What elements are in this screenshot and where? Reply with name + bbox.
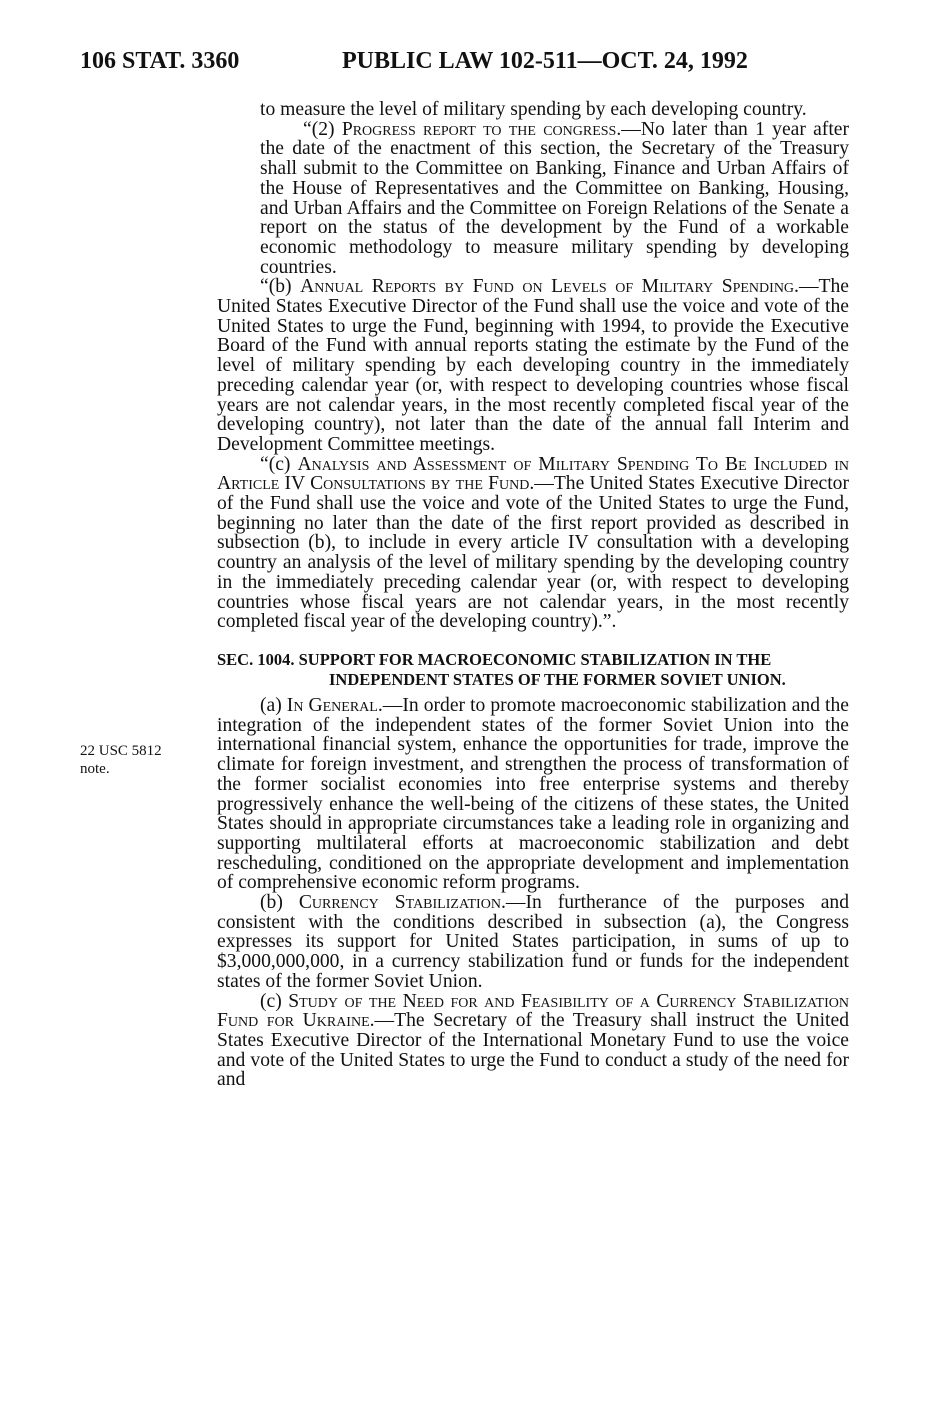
paragraph-analysis-assessment (217, 455, 849, 632)
margin-citation-note (80, 742, 162, 778)
body-text (217, 100, 849, 1090)
paragraph-open: “(2) (303, 118, 342, 140)
section-heading-line2: INDEPENDENT STATES OF THE FORMER SOVIET UNION. (329, 669, 786, 689)
paragraph-open: “(b) (260, 276, 301, 298)
subsection-in-general (217, 696, 849, 893)
subsection-open: (a) (260, 694, 287, 716)
subsection-study-ukraine (217, 992, 849, 1091)
paragraph-heading: Annual Reports by Fund on Levels of Military Spending. (300, 276, 799, 298)
paragraph-continuation: to measure the level of military spending by each developing country. (260, 99, 807, 120)
section-heading-line1: SEC. 1004. SUPPORT FOR MACROECONOMIC STABILIZATION IN THE (217, 649, 772, 669)
paragraph-heading: Progress report to the congress. (341, 118, 622, 140)
subsection-open: (c) (260, 990, 289, 1012)
paragraph-heading: Analysis and Assessment of Military Spending To Be Included in Article IV Consultations by the Fund. (217, 453, 849, 495)
subsection-text: —The Secretary of the Treasury shall instruct the United States Executive Director of the International Monetary Fund to use the voice and vote of the United States to urge the Fund to conduct a study of the need for and (217, 1010, 849, 1091)
margin-note-label: note. (80, 761, 110, 777)
subsection-heading: Currency Stabilization. (298, 892, 506, 914)
subsection-text: —In furtherance of the purposes and consistent with the conditions described in subsection (a), the Congress expresses its support for United States participation, in sums of up to $3,000,000,000, in a currency stabilization fund or funds for the independent states of the former Soviet Union. (217, 892, 849, 992)
subsection-text: —In order to promote macroeconomic stabilization and the integration of the independent states of the former Soviet Union into the international financial system, enhance the opportunities for trade, improve the climate for foreign investment, and strengthen the process of transformation of the former socialist economies into free enterprise systems and thereby progressively enhance the well-being of the citizens of these states, the United States should in appropriate circumstances take a leading role in organizing and supporting multilateral efforts at macroeconomic stabilization and debt rescheduling, conditioned on the appropriate development and implementation of comprehensive economic reform programs. (217, 694, 849, 894)
subsection-heading: Study of the Need for and Feasibility of a Currency Stabilization Fund for Ukraine. (217, 990, 849, 1032)
subsection-open: (b) (260, 892, 299, 914)
section-heading (217, 650, 849, 690)
subsection-currency-stabilization (217, 893, 849, 992)
paragraph-text: —The United States Executive Director of the Fund shall use the voice and vote of the United States to urge the Fund, beginning no later than the date of the first report provided as described in subsection (b), to include in every article IV consultation with a developing country an analysis of the level of military spending by the developing country in the immediately preceding calendar year (or, with respect to developing countries whose fiscal years are not calendar years, in the most recently completed fiscal year of the developing country).”. (217, 473, 849, 633)
subsection-heading: In General. (286, 694, 383, 716)
paragraph-progress-report (217, 120, 849, 278)
statute-page-number: 106 STAT. 3360 (80, 48, 240, 74)
paragraph-annual-reports (217, 277, 849, 454)
margin-note-citation: 22 USC 5812 (80, 743, 162, 759)
paragraph-open: “(c) (260, 453, 298, 475)
paragraph-text: —The United States Executive Director of the Fund shall use the voice and vote of the United States to urge the Fund, beginning with 1994, to provide the Executive Board of the Fund with annual reports stating the estimate by the Fund of the level of military spending by each developing country in the immediately preceding calendar year (or, with respect to developing countries whose fiscal years are not calendar years, in the most recently completed fiscal year of the developing country), not later than the date of the annual fall Interim and Development Committee meetings. (217, 276, 850, 455)
running-header (80, 48, 860, 82)
paragraph-text: —No later than 1 year after the date of the enactment of this section, the Secretary of the Treasury shall submit to the Committee on Banking, Finance and Urban Affairs of the House of Representatives and the Committee on Banking, Housing, and Urban Affairs and the Committee on Foreign Relations of the Senate a report on the status of the development by the Fund of a workable economic methodology to measure military spending by developing countries. (260, 118, 850, 278)
public-law-title: PUBLIC LAW 102-511—OCT. 24, 1992 (342, 48, 748, 74)
